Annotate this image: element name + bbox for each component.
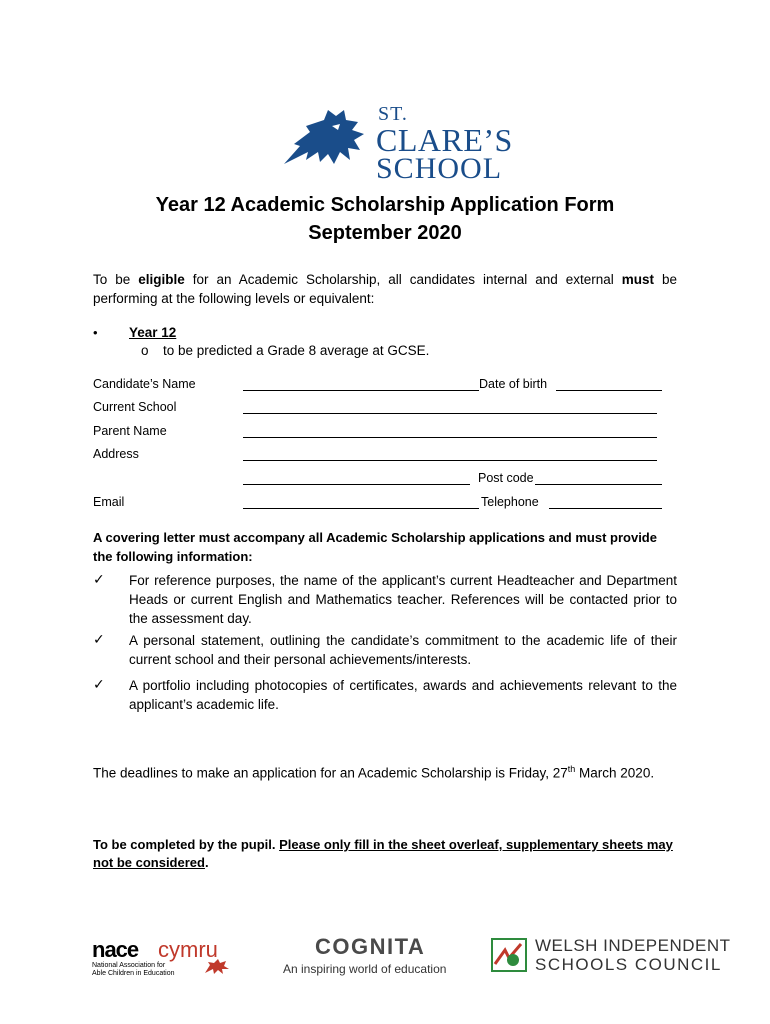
post-code-label: Post code (478, 471, 534, 485)
cognita-wordmark: COGNITA (315, 934, 426, 959)
sub-bullet-marker: o (141, 343, 149, 358)
criteria-requirement: to be predicted a Grade 8 average at GCSE. (163, 343, 430, 358)
check-icon: ✓ (93, 676, 105, 692)
date-of-birth-field[interactable] (556, 390, 662, 391)
nace-cymru-logo (92, 937, 232, 977)
eligibility-intro: To be eligible for an Academic Scholarship, all candidates internal and external must be performing at the following levels or equivalent: (93, 272, 677, 306)
dragon-crest-icon (280, 106, 372, 170)
parent-name-field[interactable] (243, 437, 657, 438)
covering-letter-heading: A covering letter must accompany all Academic Scholarship applications and must provide the following information: (93, 530, 657, 564)
email-label: Email (93, 495, 125, 509)
post-code-field[interactable] (535, 484, 662, 485)
wisc-emblem-icon (491, 938, 527, 972)
bullet-marker: • (93, 325, 98, 340)
wisc-line-1: WELSH INDEPENDENT (535, 936, 731, 955)
candidate-name-label: Candidate’s Name (93, 377, 196, 391)
check-icon: ✓ (93, 631, 105, 647)
school-logo (280, 103, 513, 185)
check-icon: ✓ (93, 571, 105, 587)
telephone-field[interactable] (549, 508, 662, 509)
cymru-wordmark: cymru (158, 937, 218, 962)
requirement-item: A portfolio including photocopies of certificates, awards and achievements relevant to the applicant’s academic life. (129, 678, 677, 712)
cognita-tagline: An inspiring world of education (283, 962, 447, 976)
date-of-birth-label: Date of birth (479, 377, 548, 391)
parent-name-label: Parent Name (93, 424, 167, 438)
address-label: Address (93, 447, 139, 461)
wisc-line-2: SCHOOLS COUNCIL (535, 955, 722, 974)
current-school-field[interactable] (243, 413, 657, 414)
nace-wordmark: nace (92, 937, 139, 962)
logo-line-clares: CLARE’S (376, 122, 513, 158)
current-school-label: Current School (93, 400, 177, 414)
form-subtitle: September 2020 (308, 222, 462, 244)
address-field-line2[interactable] (243, 484, 470, 485)
deadline-statement: The deadlines to make an application for an Academic Scholarship is Friday, 27th March 2020. (93, 764, 655, 781)
requirement-item: A personal statement, outlining the candidate’s commitment to the academic life of their current school and their personal achievements/interests. (129, 633, 677, 667)
logo-line-st: ST. (378, 103, 408, 125)
requirement-item: For reference purposes, the name of the applicant’s current Headteacher and Department Heads or current English and Mathematics teacher. References will be contacted prior to the assessment day. (129, 573, 677, 626)
welsh-dragon-icon (204, 957, 230, 975)
telephone-label: Telephone (481, 495, 539, 509)
logo-line-school: SCHOOL (376, 152, 503, 185)
nace-full-name: National Association for Able Children in Education (92, 962, 175, 977)
wisc-logo (491, 936, 736, 976)
form-title: Year 12 Academic Scholarship Application Form (155, 194, 615, 216)
pupil-instructions: To be completed by the pupil. Please only fill in the sheet overleaf, supplementary sheets may not be considered. (93, 837, 673, 870)
cognita-logo (283, 934, 463, 980)
candidate-name-field[interactable] (243, 390, 479, 391)
criteria-heading: Year 12 (129, 325, 177, 340)
address-field-line1[interactable] (243, 460, 657, 461)
email-field[interactable] (243, 508, 479, 509)
